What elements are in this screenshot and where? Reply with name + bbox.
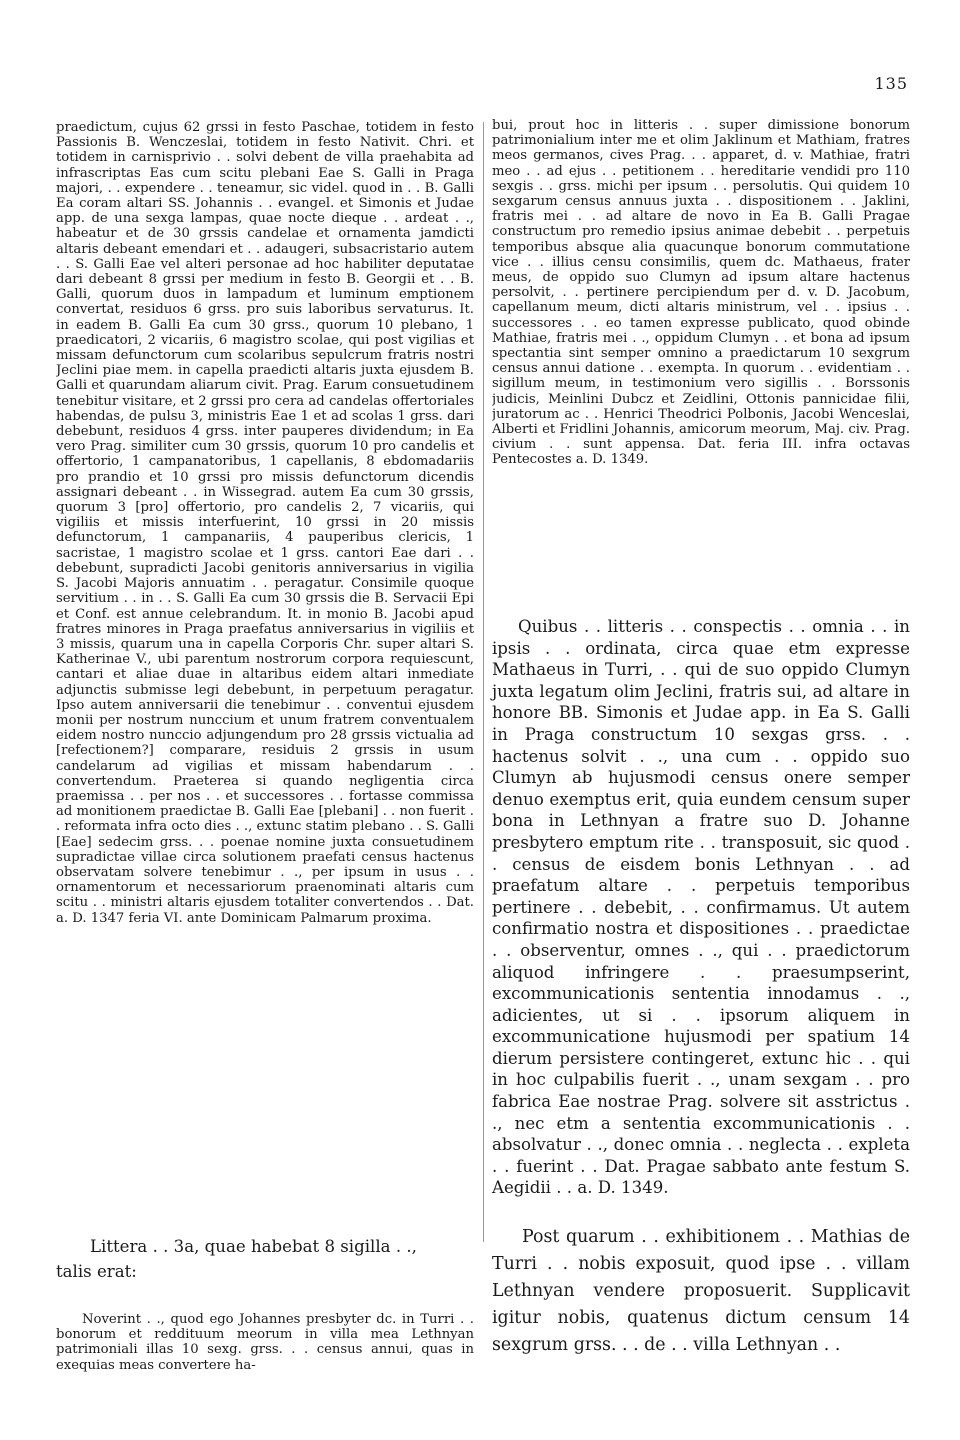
letter-heading-cont: talis erat: <box>56 1262 137 1281</box>
left-paragraph-2: Noverint . ., quod ego Johannes presbyter dc. in Turri . . bonorum et reddituum meorum in villa mea Lethnyan patrimoniali illas 10 sexg. grss. . . census annui, quas in exequias meas convertere ha- <box>56 1312 474 1373</box>
right-bottom-block <box>492 1224 910 1359</box>
page-number: 135 <box>874 74 908 93</box>
right-mid-block <box>492 616 910 1199</box>
left-heading-block <box>56 1234 474 1284</box>
right-column <box>492 118 910 468</box>
left-paragraph-1: praedictum, cujus 62 grssi in festo Paschae, totidem in festo Passionis B. Wenczeslai, totidem in festo Nativit. Chri. et totidem in carnisprivio . . solvi debent de villa praehabita ad infrascriptas Eas cum scitu plebani Eae S. Galli in Praga majori, . . expendere . . teneamur, sic videl. quod in . . B. Galli Ea coram altari SS. Johannis . . evangel. et Simonis et Judae app. de una sexga lampas, quae nocte dieque . . ardeat . ., habeatur et de 30 grssis candelae et ornamenta jamdicti altaris debeant emendari et . . adaugeri, subsacristario autem . . S. Galli Eae vel alteri personae ad hoc habiliter deputatae dari debeant 8 grssi per medium in festo B. Georgii et . . B. Galli, quorum duos in lampadum et luminum emptionem convertat, residuos 6 grss. pro suis laboribus servaturus. It. in eadem B. Galli Ea cum 30 grss., quorum 10 plebano, 1 praedicatori, 2 vicariis, 6 magistro scolae, qui post vigilias et missam defunctorum cum scolaribus sepulcrum fratris nostri Jeclini piae mem. in capella praedicti altaris juxta ejusdem B. Galli et quarundam aliarum civit. Prag. Earum consuetudinem tenebitur visitare, et 2 grssi pro cera ad candelas offertoriales habendas, de pulsu 3, ministris Eae 1 et ad scolas 1 grss. dari debebunt, residuos 4 grss. inter pauperes dividendum; in Ea vero Prag. similiter cum 30 grssis, quorum 10 pro candelis et offertorio, 1 campanatoribus, 1 capellanis, 8 ebdomadariis pro prandio et 10 grssi pro missis defunctorum dicendis assignari debeant . . in Wissegrad. autem Ea cum 30 grssis, quorum 3 [pro] offertorio, pro candelis 2, 7 vicariis, qui vigiliis et missis interfuerint, 10 grssi in 20 missis defunctorum, 1 campanariis, 4 pauperibus clericis, 1 sacristae, 1 magistro scolae et 1 grss. cantori Eae dari . . debebunt, supradicti Jacobi genitoris anniversarius in vigilia S. Jacobi Majoris annuatim . . peragatur. Consimile quoque servitium . . in . . S. Galli Ea cum 30 grssis die B. Servacii Epi et Conf. est annue celebrandum. It. in monio B. Jacobi apud fratres minores in Praga praefatus anniversarius in vigiliis et 3 missis, quarum una in capella Corporis Chr. super altari S. Katherinae V., ubi parentum nostrorum corpora requiescunt, cantari et aliae duae in altaribus eidem altari inmediate adjunctis submisse legi debebunt, in perpetuum peragatur. Ipso autem anniversarii die tenebimur . . conventui ejusdem monii per nostrum nunccium et unum fratrem conventualem eidem nostro nunccio adjungendum pro 28 grssis victualia ad [refectionem?] comparare, residuis 2 grssis in usum candelarum ad vigilias et missam habendarum . . convertendum. Praeterea si quando negligentia circa praemissa . . per nos . . et successores . . fortasse commissa ad monitionem praedictae B. Galli Eae [plebani] . . non fuerit . . reformata infra octo dies . ., extunc statim plebano . . S. Galli [Eae] sedecim grss. . . poenae nomine juxta consuetudinem supradictae villae circa solutionem praefati census hactenus observatam solvere tenebimur . ., per ipsum in usus . . ornamentorum et necessariorum praenominati altaris cum scitu . . ministri altaris ejusdem totaliter convertendos . . Dat. a. D. 1347 feria VI. ante Dominicam Palmarum proxima. <box>56 120 474 926</box>
left-column <box>56 120 474 926</box>
left-bottom-block <box>56 1312 474 1373</box>
letter-heading: Littera . . 3a, quae habebat 8 sigilla . ., <box>90 1237 417 1256</box>
column-divider <box>483 122 484 1242</box>
right-paragraph-1: bui, prout hoc in litteris . . super dimissione bonorum patrimonialium inter me et olim Jaklinum et Mathiam, fratres meos germanos, cives Prag. . . apparet, d. v. Mathiae, fratri meo . . ad ejus . . petitionem . . hereditarie vendidi pro 110 sexgis . . grss. michi per ipsum . . persolutis. Qui quidem 10 sexgarum census annuus juxta . . dispositionem . . Jaklini, fratris mei . . ad altare de novo in Ea B. Galli Pragae constructum pro remedio ipsius animae debebit . . perpetuis temporibus absque alia quacunque bonorum commutatione vice . . illius censu consimilis, quem dc. Mathaeus, frater meus, de oppido suo Clumyn ad ipsum altare hactenus persolvit, . . pertinere percipiendum per d. v. D. Jacobum, capellanum meum, dicti altaris ministrum, vel . . ipsius . . successores . . eo tamen expresse publicato, quod obinde Mathiae, fratris mei . ., oppidum Clumyn . . et bona ad ipsum spectantia sint semper omnino a praedictarum 10 sexgrum census annui datione . . exempta. In quorum . . evidentiam . . sigillum meum, in testimonium vero sigillis . . Borssonis judicis, Meinlini Dubcz et Zeidlini, Ottonis pannicidae filii, juratorum ac . . Henrici Theodrici Polbonis, Jacobi Wenceslai, Alberti et Fridlini Johannis, amicorum meorum, Maj. civ. Prag. civium . . sunt appensa. Dat. feria III. infra octavas Pentecostes a. D. 1349. <box>492 118 910 468</box>
right-paragraph-2: Quibus . . litteris . . conspectis . . omnia . . in ipsis . . ordinata, circa quae etm expresse Mathaeus in Turri, . . qui de suo oppido Clumyn juxta legatum olim Jeclini, fratris sui, ad altare in honore BB. Simonis et Judae app. in Ea S. Galli in Praga constructum 10 sexgas grss. . . hactenus solvit . ., una cum . . oppido suo Clumyn ab hujusmodi census onere semper denuo exemptus erit, quia eundem censum super bona in Lethnyan a fratre suo D. Johanne presbytero emptum rite . . transposuit, sic quod . . census de eisdem bonis Lethnyan . . ad praefatum altare . . perpetuis temporibus pertinere . . debebit, . . confirmamus. Ut autem confirmatio nostra et dispositiones . . praedictae . . observentur, omnes . ., qui . . praedictorum aliquod infringere . . praesumpserint, excommunicationis sententia innodamus . ., adicientes, ut si . . ipsorum aliquem in excommunicatione hujusmodi per spatium 14 dierum persistere contingeret, extunc hic . . qui in hoc culpabilis fuerit . ., unam sexgam . . pro fabrica Eae nostrae Prag. solvere sit asstrictus . ., nec etm a sententia excommunicationis . . absolvatur . ., donec omnia . . neglecta . . expleta . . fuerint . . Dat. Pragae sabbato ante festum S. Aegidii . . a. D. 1349. <box>492 617 910 1198</box>
right-paragraph-3: Post quarum . . exhibitionem . . Mathias de Turri . . nobis exposuit, quod ipse . . villam Lethnyan vendere proposuerit. Supplicavit igitur nobis, quatenus dictum censum 14 sexgrum grss. . . de . . villa Lethnyan . . <box>492 1227 910 1355</box>
